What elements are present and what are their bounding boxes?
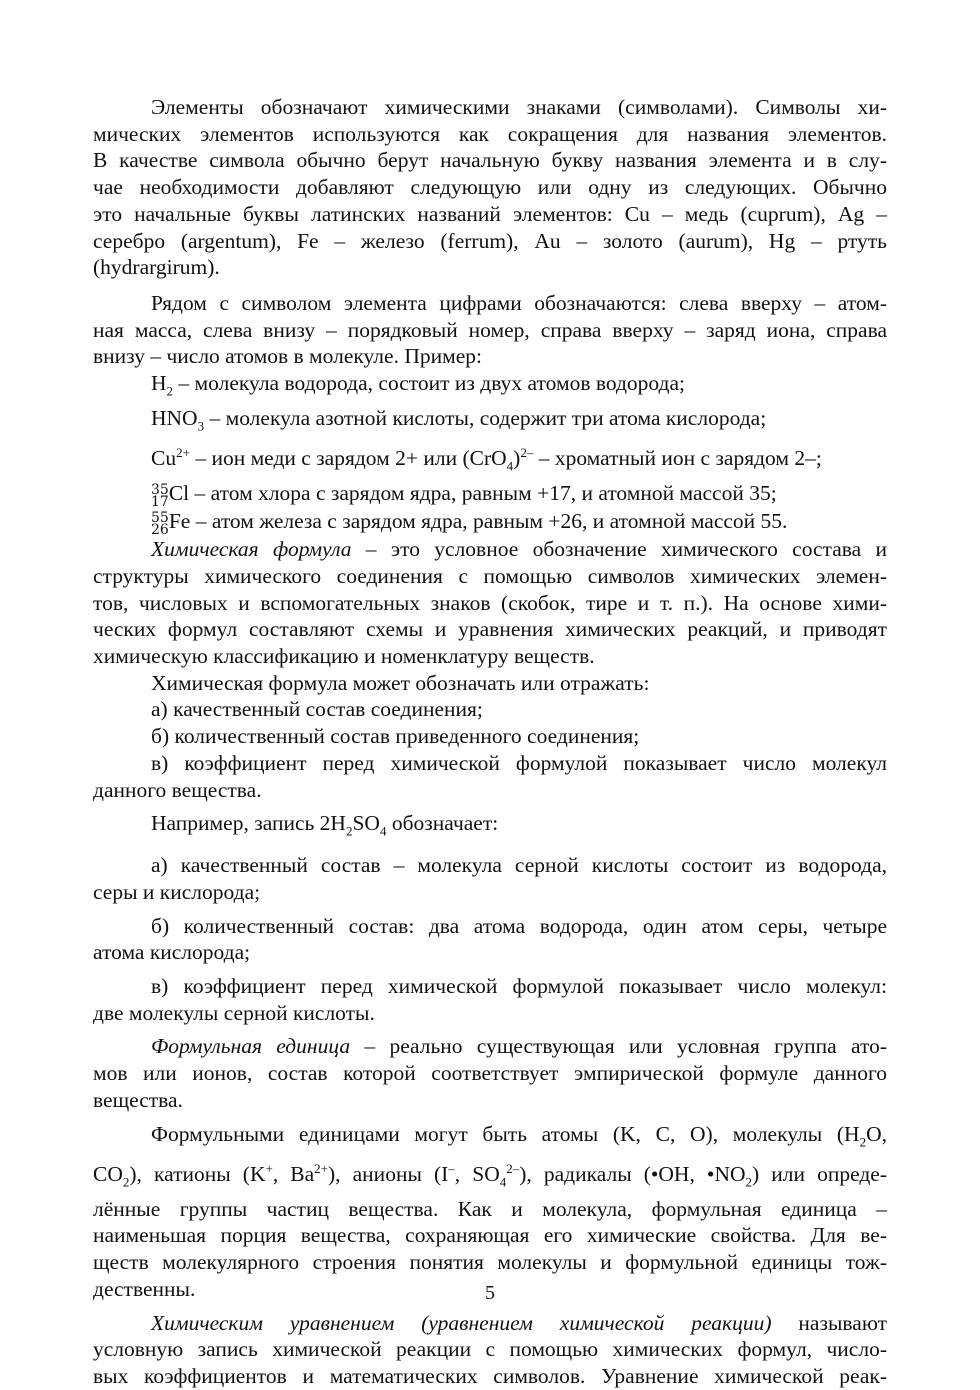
text: Формульными единицами могут быть атомы (K, C, O), молекулы (H [151, 1121, 860, 1146]
subscript: 3 [197, 418, 205, 434]
text: ), катионы (K [129, 1161, 266, 1186]
para4-intro: Химическая формула может обозначать или отражать: [151, 670, 650, 695]
list-item-b: б) количественный состав: два атома водорода, один атом серы, четыре [151, 913, 887, 938]
para1-line: В качестве символа обычно берут начальную букву названия элемента и в слу- [93, 148, 887, 173]
text: O, [866, 1121, 887, 1146]
para7-line: лённые группы частиц вещества. Как и молекула, формульная единица – [93, 1196, 887, 1221]
para6-line [93, 1033, 887, 1060]
superscript: 2+ [176, 445, 190, 461]
text: Например, запись 2H [151, 811, 346, 836]
para3-line: тов, числовых и вспомогательных знаков (скобок, тире и т. п.). На основе хими- [93, 590, 887, 615]
text-line: называют [771, 1310, 888, 1335]
text: ), радикалы (•OH, •NO [519, 1161, 746, 1186]
list-item-c: в) коэффициент перед химической формулой показывает число молекул: [151, 974, 887, 999]
term-chemical-equation: Химическим уравнением (уравнением химической реакции) [151, 1310, 772, 1335]
subscript: 2 [122, 1174, 130, 1189]
example-text: – молекула водорода, состоит из двух атомов водорода; [173, 371, 685, 396]
para6-line: вещества. [93, 1087, 183, 1112]
term-formula-unit: Формульная единица [151, 1034, 351, 1059]
subscript: 4 [379, 823, 387, 839]
formula: H [151, 371, 167, 396]
para1-line [93, 94, 887, 121]
text: SO [352, 811, 380, 836]
example-hno3 [93, 405, 887, 440]
para5-intro [93, 810, 887, 845]
para1-line: мических элементов используются как сокращения для названия элементов. [93, 121, 887, 146]
para1-line: (hydrargirum). [93, 255, 220, 280]
para3-line: химическую классификацию и номенклатуру веществ. [93, 644, 595, 668]
text-line: – это условное обозначение химического состава и [351, 537, 887, 562]
para7-line [93, 1156, 887, 1196]
example-fe [93, 508, 887, 539]
para2-line: ная масса, слева внизу – порядковый номер, справа вверху – заряд иона, справа [93, 317, 887, 342]
isotope-indices [151, 482, 169, 511]
atomic-number: 26 [151, 522, 169, 539]
formula: Cl [168, 481, 190, 506]
superscript: – [448, 1160, 455, 1176]
para3-line: структуры химического соединения с помощью символов химических элемен- [93, 563, 887, 588]
para3-line: ческих формул составляют схемы и уравнения химических реакций, и приводят [93, 617, 887, 642]
superscript: 2+ [314, 1160, 329, 1176]
list-item-c-cont: две молекулы серной кислоты. [93, 1000, 375, 1025]
example-text: – ион меди с зарядом 2+ или (CrO [189, 446, 507, 471]
body-text [93, 94, 887, 1390]
subscript: 4 [506, 458, 514, 474]
formula: Cu [151, 446, 177, 471]
para1-line: это начальные буквы латинских названий элементов: Cu – медь (cuprum), Ag – [93, 201, 887, 226]
example-text: – атом железа с зарядом ядра, равным +26, и атомной массой 55. [190, 509, 788, 534]
example-cu [93, 440, 887, 480]
para8-line [93, 1310, 887, 1337]
list-item-b-cont: атома кислорода; [93, 940, 251, 965]
para8-line: условную запись химической реакции с помощью химических формул, число- [93, 1337, 887, 1362]
text-line: – реально существующая или условная группа ато- [350, 1034, 887, 1059]
bracket: ) [513, 446, 521, 471]
para7-line: ществ молекулярного строения понятия молекулы и формульной единицы тож- [93, 1250, 887, 1275]
example-text: – хроматный ион с зарядом 2–; [533, 446, 822, 471]
superscript: 2– [520, 445, 534, 461]
para7-line: дественны. [93, 1276, 196, 1301]
list-item-c: в) коэффициент перед химической формулой показывает число молекул [151, 750, 887, 775]
para1-line: серебро (argentum), Fe – железо (ferrum), Au – золото (aurum), Hg – ртуть [93, 228, 887, 253]
example-cl [93, 480, 887, 511]
para3-line [93, 536, 887, 563]
para1-line: чае необходимости добавляют следующую или одну из следующих. Обычно [93, 175, 887, 200]
superscript: 2– [506, 1160, 520, 1176]
list-item-a: а) качественный состав соединения; [151, 697, 483, 722]
page-number: 5 [485, 1282, 495, 1304]
para7-line [93, 1121, 887, 1156]
text: , SO [454, 1161, 500, 1186]
text: , Ba [272, 1161, 315, 1186]
atomic-mass: 55 [151, 510, 169, 527]
subscript: 2 [745, 1174, 752, 1189]
subscript: 2 [345, 823, 353, 839]
text: CO [93, 1161, 123, 1186]
para7-line: наименьшая порция вещества, сохраняющая его химические свойства. Для ве- [93, 1223, 887, 1248]
subscript: 2 [859, 1133, 867, 1149]
text: ), анионы (I [328, 1161, 449, 1186]
para8-line: вых коэффициентов и математических символов. Уравнение химической реак- [93, 1363, 887, 1388]
text: обозначает: [386, 811, 499, 836]
list-item-b: б) количественный состав приведенного соединения; [151, 724, 640, 749]
atomic-mass: 35 [151, 482, 169, 499]
list-item-a: а) качественный состав – молекула серной кислоты состоит из водорода, [151, 853, 887, 878]
example-text: – атом хлора с зарядом ядра, равным +17, и атомной массой 35; [189, 481, 777, 506]
formula: HNO [151, 406, 198, 431]
subscript: 4 [499, 1174, 507, 1189]
isotope-indices [151, 510, 169, 539]
para2-line: внизу – число атомов в молекуле. Пример: [93, 344, 482, 369]
para6-line: мов или ионов, состав которой соответствует эмпирической формуле данного [93, 1061, 887, 1086]
para2-line: Рядом с символом элемента цифрами обозначаются: слева вверху – атом- [151, 290, 887, 315]
list-item-a-cont: серы и кислорода; [93, 879, 261, 904]
example-text: – молекула азотной кислоты, содержит три атома кислорода; [204, 406, 767, 431]
text-line: Элементы обозначают химическими знаками (символами). Символы хи- [151, 95, 887, 119]
formula: Fe [168, 509, 191, 534]
atomic-number: 17 [151, 494, 169, 511]
text: ) или опреде- [752, 1161, 887, 1186]
term-chemical-formula: Химическая формула [151, 537, 352, 562]
example-h2 [93, 370, 887, 405]
list-item-c-cont: данного вещества. [93, 777, 262, 802]
subscript: 2 [166, 383, 174, 399]
superscript: + [265, 1160, 273, 1176]
